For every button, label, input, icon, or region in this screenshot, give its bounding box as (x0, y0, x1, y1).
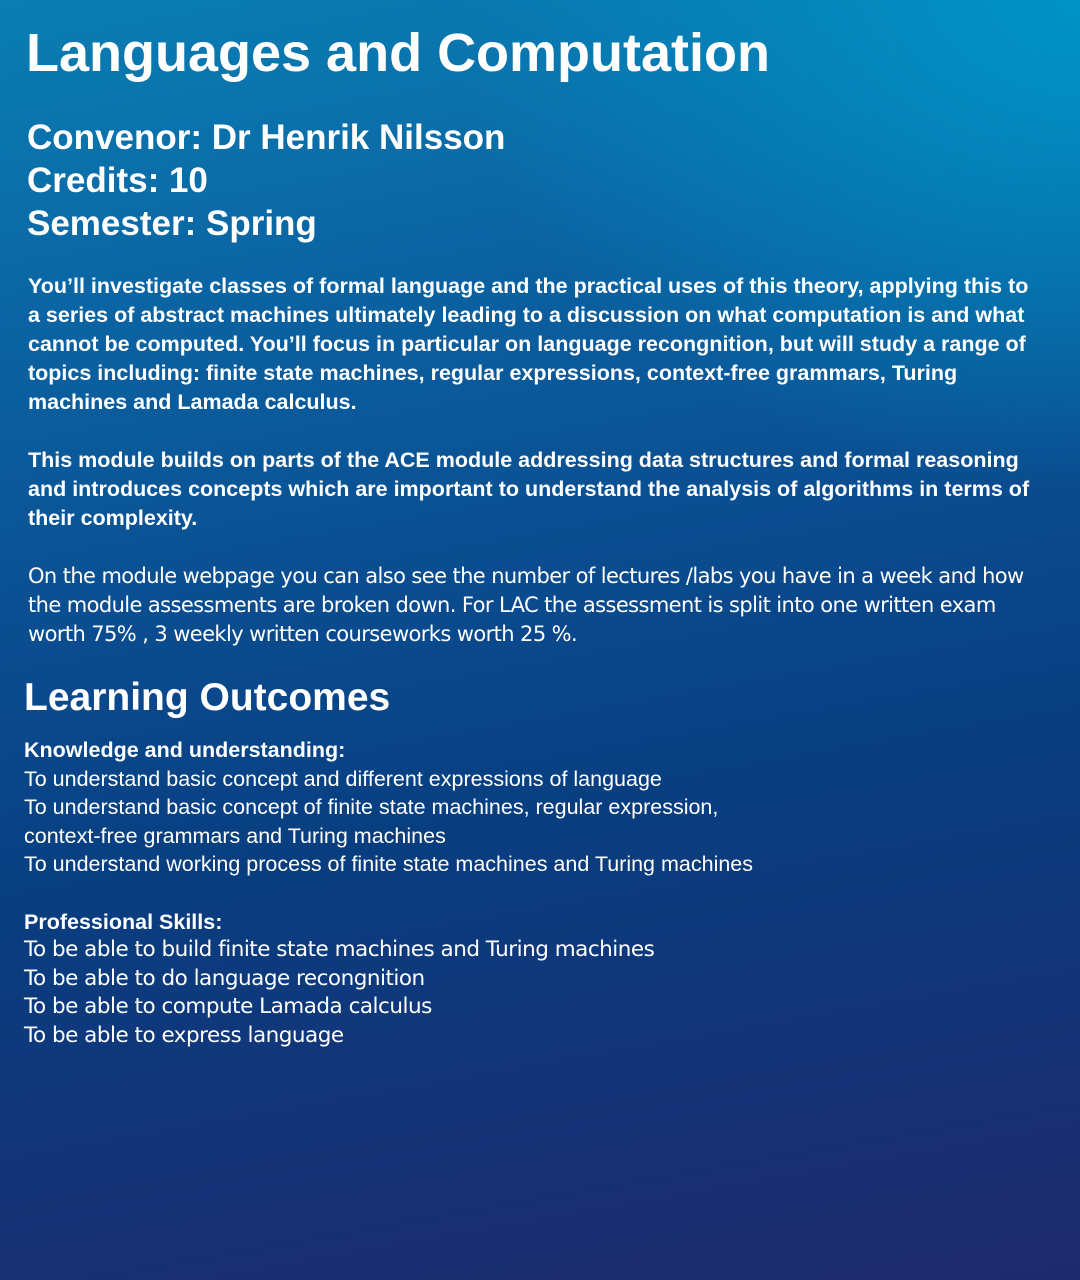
skills-item: To be able to do language recongnition (24, 965, 425, 991)
skills-item: To be able to compute Lamada calculus (24, 994, 432, 1020)
convenor-line: Convenor: Dr Henrik Nilsson (27, 118, 506, 157)
module-description (28, 272, 1038, 678)
description-paragraph: This module builds on parts of the ACE module addressing data structures and formal reasoning and introduces concepts which are important to understand the analysis of algorithms in terms of their complexity. (28, 448, 1030, 530)
knowledge-item: To understand working process of finite state machines and Turing machines (24, 852, 754, 877)
description-paragraph: You’ll investigate classes of formal language and the practical uses of this theory, applying this to a series of abstract machines ultimately leading to a discussion on what computation is and what cannot be computed. You’ll focus in particular on language recongnition, but will study a range of topics including: finite state machines, regular expressions, context-free grammars, Turing machines and Lamada calculus. (28, 274, 1029, 414)
skills-item: To be able to express language (24, 1022, 344, 1048)
learning-outcomes-heading: Learning Outcomes (24, 676, 391, 719)
learning-outcomes (24, 736, 1054, 1051)
skills-heading: Professional Skills: (24, 909, 223, 934)
page-title: Languages and Computation (26, 23, 771, 83)
knowledge-item: To understand basic concept of finite state machines, regular expression, (24, 795, 719, 820)
skills-item: To be able to build finite state machines and Turing machines (24, 937, 655, 963)
module-meta (27, 116, 505, 245)
knowledge-item: context-free grammars and Turing machines (24, 823, 446, 848)
spacer (24, 879, 1054, 908)
semester-line: Semester: Spring (27, 204, 317, 243)
knowledge-heading: Knowledge and understanding: (24, 738, 346, 762)
assessment-paragraph: On the module webpage you can also see the number of lectures /labs you have in a week and how the module assessments are broken down. For LAC the assessment is split into one written exam worth 75% , 3 weekly written courseworks worth 25 %. (28, 564, 1024, 646)
knowledge-item: To understand basic concept and different expressions of language (24, 766, 662, 791)
credits-line: Credits: 10 (27, 161, 208, 200)
